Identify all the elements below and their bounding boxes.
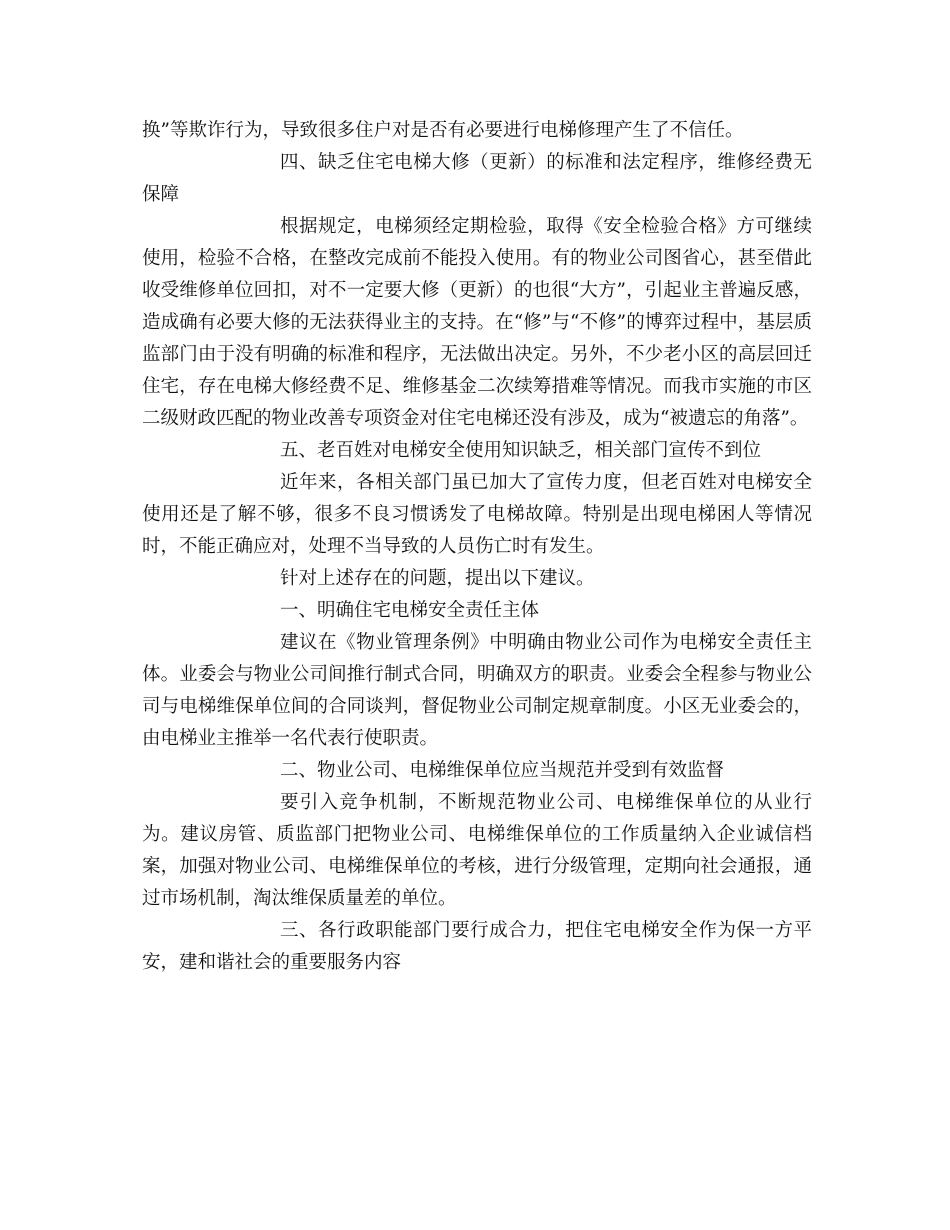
paragraph-intro-suggestions: 针对上述存在的问题，提出以下建议。 — [280, 568, 595, 589]
suggestion-heading-3: 三、各行政职能部门要行成合力，把住宅电梯安全作为保一方平安，建和谐社会的重要服务内容 — [142, 920, 812, 973]
suggestion-heading-2: 二、物业公司、电梯维保单位应当规范并受到有效监督 — [280, 760, 725, 781]
suggestion-heading-1: 一、明确住宅电梯安全责任主体 — [280, 600, 540, 621]
paragraph-body: 建议在《物业管理条例》中明确由物业公司作为电梯安全责任主体。业委会与物业公司间推行制式合同，明确双方的职责。业委会全程参与物业公司与电梯维保单位间的合同谈判，督促物业公司制定规章制度。小区无业委会的，由电梯业主推举一名代表行使职责。 — [142, 632, 812, 749]
paragraph-continuation: 换”等欺诈行为，导致很多住户对是否有必要进行电梯修理产生了不信任。 — [142, 120, 744, 141]
paragraph-body: 近年来，各相关部门虽已加大了宣传力度，但老百姓对电梯安全使用还是了解不够，很多不良习惯诱发了电梯故障。特别是出现电梯困人等情况时，不能正确应对，处理不当导致的人员伤亡时有发生。 — [142, 472, 812, 557]
document-body — [142, 115, 812, 979]
section-heading-4: 四、缺乏住宅电梯大修（更新）的标准和法定程序，维修经费无保障 — [142, 152, 812, 205]
paragraph-body: 要引入竞争机制，不断规范物业公司、电梯维保单位的从业行为。建议房管、质监部门把物业公司、电梯维保单位的工作质量纳入企业诚信档案，加强对物业公司、电梯维保单位的考核，进行分级管理，定期向社会通报，通过市场机制，淘汰维保质量差的单位。 — [142, 792, 812, 909]
section-heading-5: 五、老百姓对电梯安全使用知识缺乏，相关部门宣传不到位 — [280, 440, 762, 461]
paragraph-body: 根据规定，电梯须经定期检验，取得《安全检验合格》方可继续使用，检验不合格，在整改完成前不能投入使用。有的物业公司图省心，甚至借此收受维修单位回扣，对不一定要大修（更新）的也很“大方”，引起业主普遍反感，造成确有必要大修的无法获得业主的支持。在“修”与“不修”的博弈过程中，基层质监部门由于没有明确的标准和程序，无法做出决定。另外，不少老小区的高层回迁住宅，存在电梯大修经费不足、维修基金二次续筹措难等情况。而我市实施的市区二级财政匹配的物业改善专项资金对住宅电梯还没有涉及，成为“被遗忘的角落”。 — [142, 216, 812, 429]
